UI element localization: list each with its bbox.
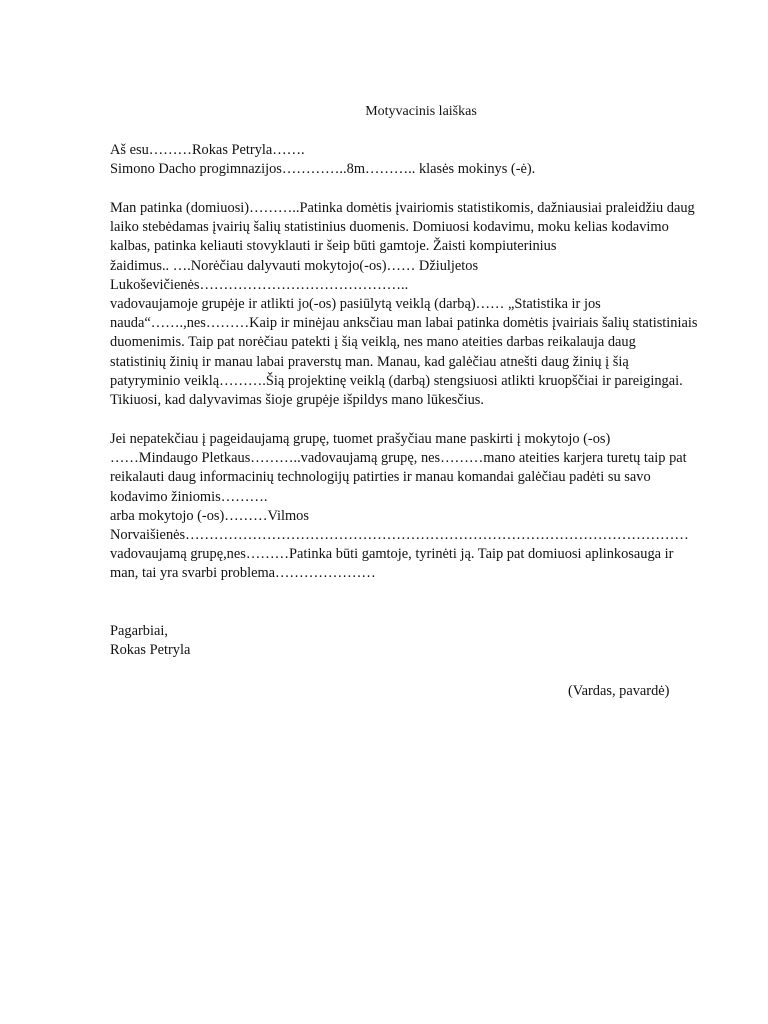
page-title: Motyvacinis laiškas: [365, 104, 477, 119]
paragraph-line: vadovaujamą grupę,nes………Patinka būti gamtoje, tyrinėti ją. Taip pat domiuosi aplinkosauga ir: [110, 546, 674, 563]
closing-name: Rokas Petryla: [110, 642, 191, 659]
intro-block: [110, 141, 750, 179]
paragraph-line: nauda“…….,nes………Kaip ir minėjau anksčiau man labai patinka domėtis įvairiais šalių statistiniais: [110, 315, 698, 332]
paragraph-line: kalbas, patinka keliauti stovyklauti ir šeip būti gamtoje. Žaisti kompiuterinius: [110, 238, 557, 255]
paragraph-line: arba mokytojo (-os)………Vilmos: [110, 507, 309, 524]
paragraph-line: ……Mindaugo Pletkaus………..vadovaujamą grupę, nes………mano ateities karjera turetų taip pat: [110, 450, 687, 467]
paragraph-line: Jei nepatekčiau į pageidaujamą grupę, tuomet prašyčiau mane paskirti į mokytojo (-os): [110, 431, 611, 447]
paragraph-line: Tikiuosi, kad dalyvavimas šioje grupėje išpildys mano lūkesčius.: [110, 392, 484, 409]
paragraph-line: statistinių žinių ir manau labai praverstų man. Manau, kad galėčiau atnešti daug žinių į šią: [110, 353, 629, 370]
closing-block: [110, 622, 750, 660]
paragraph-line: Lukoševičienės……………………………………..: [110, 276, 409, 293]
intro-line: Aš esu………Rokas Petryla…….: [110, 142, 305, 158]
paragraph-line: vadovaujamoje grupėje ir atlikti jo(-os) pasiūlytą veiklą (darbą)…… „Statistika ir jos: [110, 296, 601, 313]
paragraph-line: Man patinka (domiuosi)………..Patinka domėtis įvairiomis statistikomis, dažniausiai praleidžiu daug: [110, 200, 695, 216]
paragraph-line: kodavimo žiniomis……….: [110, 488, 268, 505]
paragraph-line: patyryminio veiklą……….Šią projektinę veiklą (darbą) stengsiuosi atlikti kruopščiai ir pareigingai.: [110, 372, 683, 389]
paragraph-line: duomenimis. Taip pat norėčiau patekti į šią veiklą, nes mano ateities darbas reikalauja daug: [110, 334, 636, 351]
closing-greeting: Pagarbiai,: [110, 623, 168, 639]
intro-line: Simono Dacho progimnazijos…………..8m……….. klasės mokinys (-ė).: [110, 161, 536, 178]
signature-label: (Vardas, pavardė): [568, 683, 670, 699]
paragraph-line: Norvaišienės……………………………………………………………………………………………: [110, 527, 689, 544]
paragraph-line: reikalauti daug informacinių technologijų patirties ir manau komandai galėčiau padėti su savo: [110, 469, 651, 486]
paragraph-interests: [110, 199, 750, 410]
paragraph-alternative: [110, 430, 750, 584]
paragraph-line: man, tai yra svarbi problema…………………: [110, 565, 376, 582]
paragraph-line: laiko stebėdamas įvairių šalių statistinius duomenis. Domiuosi kodavimu, moku kelias kodavimo: [110, 219, 669, 236]
paragraph-line: žaidimus.. ….Norėčiau dalyvauti mokytojo(-os)…… Džiuljetos: [110, 257, 479, 274]
